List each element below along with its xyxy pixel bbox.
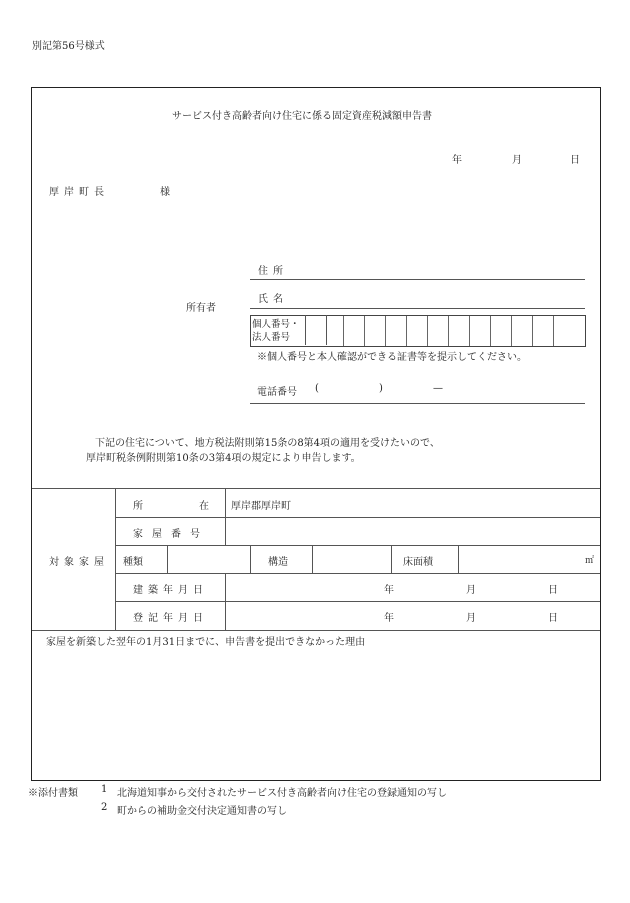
id-digit-cell[interactable] [495,316,512,346]
name-line[interactable] [250,308,585,309]
id-digit-cell[interactable] [369,316,386,346]
house-number-field[interactable] [226,518,599,545]
id-digit-cell[interactable] [537,316,554,346]
id-digit-cell[interactable] [432,316,449,346]
address-label: 住所 [258,266,288,277]
table-col-border [250,545,251,573]
table-col-border [225,573,226,630]
type-field[interactable] [168,546,250,573]
owner-label: 所有者 [186,303,216,314]
registered-date-label: 登記年月日 [133,613,208,624]
phone-line[interactable] [250,403,585,404]
date-day-label: 日 [570,155,580,166]
reason-field[interactable] [40,650,590,770]
phone-open-paren: ( [315,383,319,394]
table-row-border [115,573,600,574]
id-label-line1: 個人番号・ [252,319,300,330]
registered-day-label: 日 [548,613,558,624]
id-digit-cell[interactable] [390,316,407,346]
attachment-1-number: 1 [101,784,108,795]
table-col-border [391,545,392,573]
attachments-label: ※添付書類 [28,788,78,799]
house-number-label: 家屋番号 [133,529,209,540]
structure-field[interactable] [313,546,391,573]
reason-label: 家屋を新築した翌年の1月31日までに、申告書を提出できなかった理由 [46,637,366,648]
date-year-label: 年 [452,155,462,166]
id-digit-cell[interactable] [348,316,365,346]
phone-close-paren: ) [379,383,383,394]
id-digit-cell[interactable] [327,316,344,346]
address-line[interactable] [250,279,585,280]
structure-label: 構造 [268,557,288,568]
built-month-label: 月 [466,585,476,596]
id-note: ※個人番号と本人確認ができる証書等を提示してください。 [257,352,527,363]
registered-year-label: 年 [384,613,394,624]
built-date-label: 建築年月日 [133,585,208,596]
id-digit-cell[interactable] [516,316,533,346]
id-label [252,318,300,344]
id-cells [327,316,585,346]
form-title: サービス付き高齢者向け住宅に係る固定資産税減額申告書 [172,111,432,122]
table-bottom-border [32,630,600,631]
statement-line1: 下記の住宅について、地方税法附則第15条の8第4項の適用を受けたいので、 [95,438,440,449]
location-label-b: 在 [199,501,209,512]
id-label-line2: 法人番号 [252,332,291,343]
name-label: 氏名 [258,294,288,305]
addressee-honorific: 様 [160,187,170,198]
floor-area-unit: ㎡ [585,556,595,566]
table-col-border [115,488,116,630]
registered-month-label: 月 [466,613,476,624]
attachment-1-text: 北海道知事から交付されたサービス付き高齢者向け住宅の登録通知の写し [117,788,447,799]
location-label-a: 所 [133,501,143,512]
form-number: 別記第56号様式 [32,41,105,52]
built-day-label: 日 [548,585,558,596]
attachment-2-number: 2 [101,802,108,813]
attachment-2-text: 町からの補助金交付決定通知書の写し [117,806,287,817]
table-row-border [115,601,600,602]
phone-label: 電話番号 [257,387,297,398]
id-label-divider [305,315,306,345]
property-section-label: 対象家屋 [49,557,109,568]
id-digit-cell[interactable] [474,316,491,346]
location-value[interactable]: 厚岸郡厚岸町 [231,501,291,512]
id-digit-cell[interactable] [453,316,470,346]
addressee-name: 厚岸町長 [49,187,109,198]
floor-area-field[interactable] [459,546,599,573]
built-year-label: 年 [384,585,394,596]
type-label: 種類 [123,557,143,568]
phone-dash: — [433,383,443,394]
date-month-label: 月 [512,155,522,166]
statement-line2: 厚岸町税条例附則第10条の3第4項の規定により申告します。 [86,453,361,464]
table-top-border [32,488,600,489]
floor-area-label: 床面積 [403,557,433,568]
id-digit-cell[interactable] [558,316,574,346]
id-digit-cell[interactable] [411,316,428,346]
